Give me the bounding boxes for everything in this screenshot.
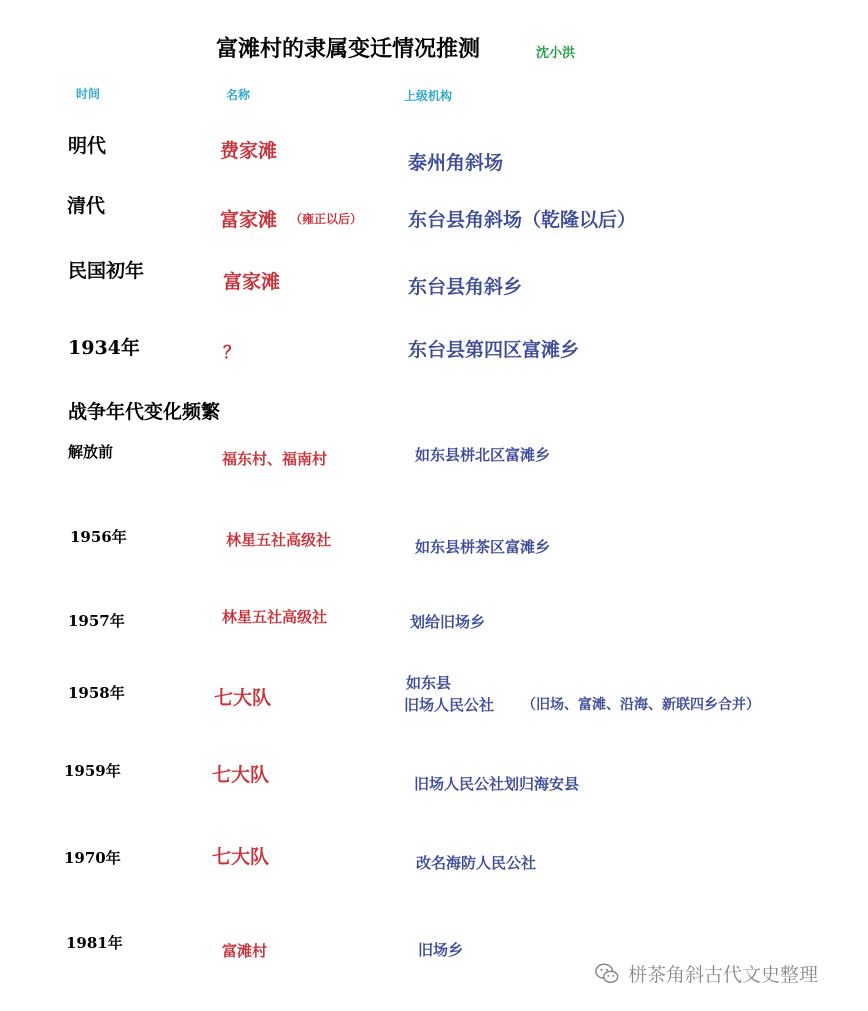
row-name: 福东村、福南村 (222, 450, 328, 468)
row-time: 1958年 (68, 684, 125, 702)
row-org: 泰州角斜场 (408, 152, 504, 174)
row-org: 东台县角斜乡 (408, 276, 523, 298)
row-org: 旧场乡 (418, 941, 464, 959)
row-time: 1934年 (68, 337, 140, 359)
row-time: 1956年 (70, 528, 127, 546)
row-name: 林星五社高级社 (222, 608, 328, 626)
row-time: 明代 (68, 135, 107, 157)
row-name: 费家滩 (220, 140, 278, 162)
row-org: 划给旧场乡 (410, 613, 486, 631)
row-name: 七大队 (212, 764, 270, 786)
row-name: 富家滩 (220, 209, 278, 231)
row-time: 1959年 (64, 762, 121, 780)
section-label: 战争年代变化频繁 (68, 401, 221, 423)
row-org: 改名海防人民公社 (416, 854, 537, 872)
watermark (594, 960, 818, 987)
row-org: 东台县角斜场（乾隆以后） (408, 209, 637, 231)
row-org-line2: 旧场人民公社 (404, 696, 495, 714)
row-time: 1957年 (68, 612, 125, 630)
row-name-note: （雍正以后） (290, 212, 363, 226)
row-time: 1981年 (66, 934, 123, 952)
row-name: 林星五社高级社 (226, 531, 332, 549)
row-name: 七大队 (212, 846, 270, 868)
row-time: 1970年 (64, 849, 121, 867)
row-name: 七大队 (214, 687, 272, 709)
row-org: 东台县第四区富滩乡 (408, 339, 580, 361)
row-time: 民国初年 (68, 260, 145, 282)
row-org: 如东县栟茶区富滩乡 (415, 538, 551, 556)
row-name: ？ (223, 343, 240, 363)
header-time: 时间 (76, 87, 101, 101)
row-org-note: （旧场、富滩、沿海、新联四乡合并） (522, 697, 760, 713)
wechat-icon (594, 961, 620, 987)
row-time: 清代 (67, 195, 106, 217)
row-time: 解放前 (68, 443, 114, 461)
row-org: 如东县栟北区富滩乡 (415, 446, 551, 464)
row-org: 如东县 (406, 674, 452, 692)
row-name: 富滩村 (222, 942, 268, 960)
header-name: 名称 (226, 88, 251, 102)
header-org: 上级机构 (404, 89, 453, 103)
row-org: 旧场人民公社划归海安县 (414, 775, 580, 793)
author-name: 沈小洪 (536, 46, 576, 61)
page-title: 富滩村的隶属变迁情况推测 (216, 36, 481, 62)
watermark-text: 栟茶角斜古代文史整理 (628, 964, 819, 986)
row-name: 富家滩 (223, 271, 281, 293)
